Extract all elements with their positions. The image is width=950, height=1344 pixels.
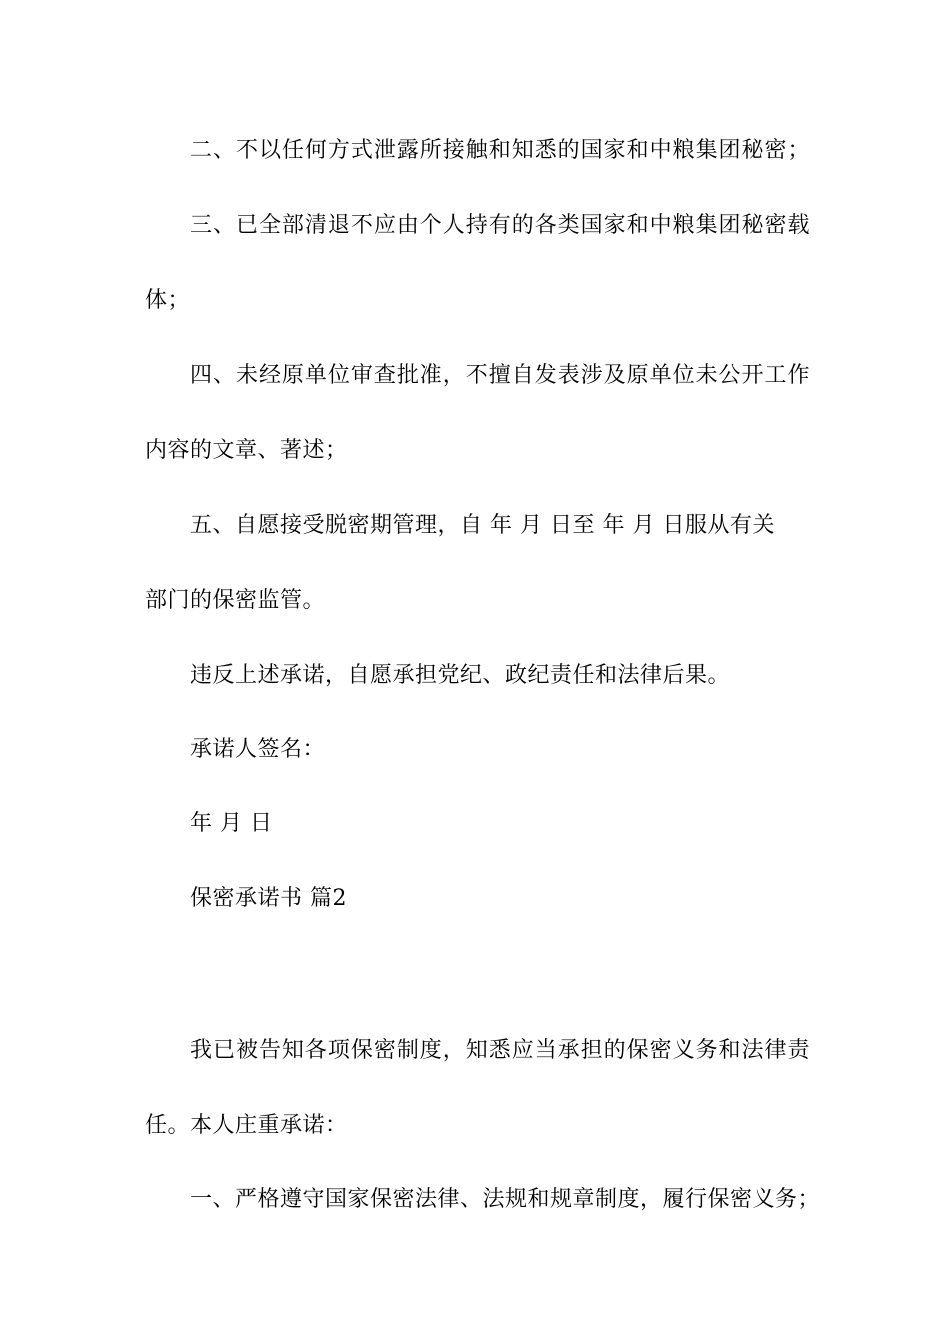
- paragraph-line: 任。本人庄重承诺：: [145, 1113, 348, 1138]
- paragraph-line: 一、严格遵守国家保密法律、法规和规章制度，履行保密义务；: [190, 1187, 821, 1212]
- paragraph-line: 体；: [145, 288, 191, 313]
- paragraph-line: 三、已全部清退不应由个人持有的各类国家和中粮集团秘密载: [190, 213, 810, 238]
- paragraph-line: 四、未经原单位审查批准，不擅自发表涉及原单位未公开工作: [190, 363, 810, 388]
- date-line: 年 月 日: [190, 811, 273, 836]
- paragraph-line: 我已被告知各项保密制度，知悉应当承担的保密义务和法律责: [190, 1038, 810, 1063]
- paragraph-line: 违反上述承诺，自愿承担党纪、政纪责任和法律后果。: [190, 663, 731, 688]
- section-title: 保密承诺书 篇2: [190, 886, 347, 911]
- paragraph-line: 二、不以任何方式泄露所接触和知悉的国家和中粮集团秘密；: [190, 138, 810, 163]
- paragraph-line: 部门的保密监管。: [145, 588, 326, 613]
- paragraph-line: 内容的文章、著述；: [145, 438, 348, 463]
- signature-label: 承诺人签名：: [190, 737, 326, 762]
- paragraph-line: 五、自愿接受脱密期管理，自 年 月 日至 年 月 日服从有关: [190, 513, 775, 538]
